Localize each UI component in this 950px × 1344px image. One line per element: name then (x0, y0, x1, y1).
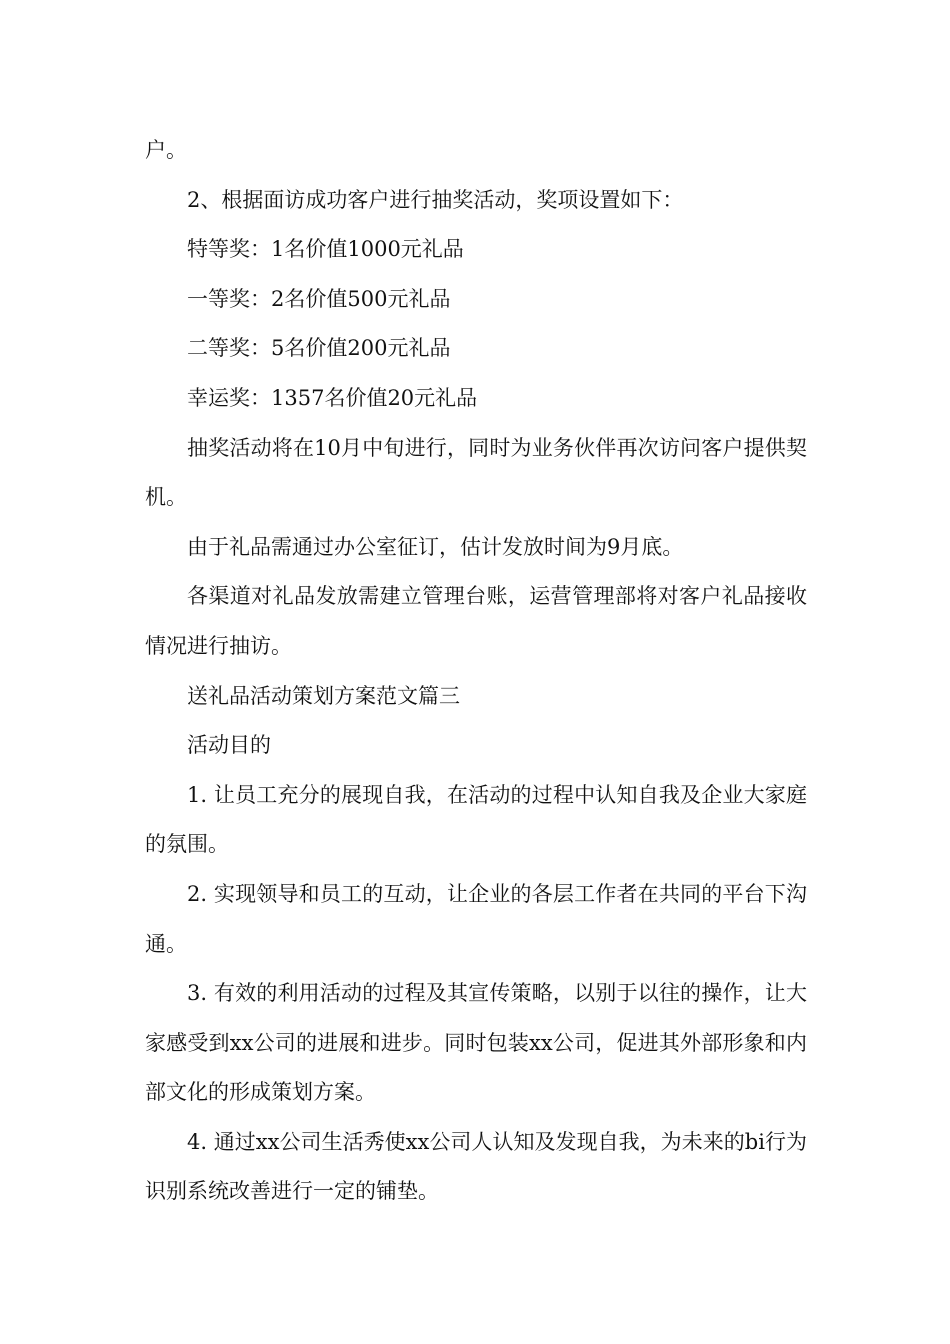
paragraph-lottery-timing: 抽奖活动将在10月中旬进行，同时为业务伙伴再次访问客户提供契机。 (145, 435, 807, 510)
purpose-item-3: 3. 有效的利用活动的过程及其宣传策略，以别于以往的操作，让大家感受到xx公司的进展和进步。同时包装xx公司，促进其外部形象和内部文化的形成策划方案。 (145, 981, 807, 1105)
purpose-item-2: 2. 实现领导和员工的互动，让企业的各层工作者在共同的平台下沟通。 (145, 881, 807, 956)
prize-second: 二等奖：5名价值200元礼品 (187, 336, 451, 361)
subheading-purpose: 活动目的 (187, 733, 271, 758)
document-body (145, 126, 807, 1217)
paragraph-lottery-intro: 2、根据面访成功客户进行抽奖活动，奖项设置如下： (187, 187, 684, 212)
section-heading: 送礼品活动策划方案范文篇三 (187, 683, 460, 708)
prize-lucky: 幸运奖：1357名价值20元礼品 (187, 385, 478, 410)
prize-first: 一等奖：2名价值500元礼品 (187, 286, 451, 311)
paragraph-gift-timing: 由于礼品需通过办公室征订，估计发放时间为9月底。 (187, 534, 684, 559)
paragraph-ledger: 各渠道对礼品发放需建立管理台账，运营管理部将对客户礼品接收情况进行抽访。 (145, 584, 807, 658)
purpose-item-4: 4. 通过xx公司生活秀使xx公司人认知及发现自我，为未来的bi行为识别系统改善进行一定的铺垫。 (145, 1129, 807, 1204)
prize-grand: 特等奖：1名价值1000元礼品 (187, 237, 464, 262)
purpose-item-1: 1. 让员工充分的展现自我，在活动的过程中认知自我及企业大家庭的氛围。 (145, 782, 807, 857)
paragraph-continuation: 户。 (145, 138, 187, 162)
